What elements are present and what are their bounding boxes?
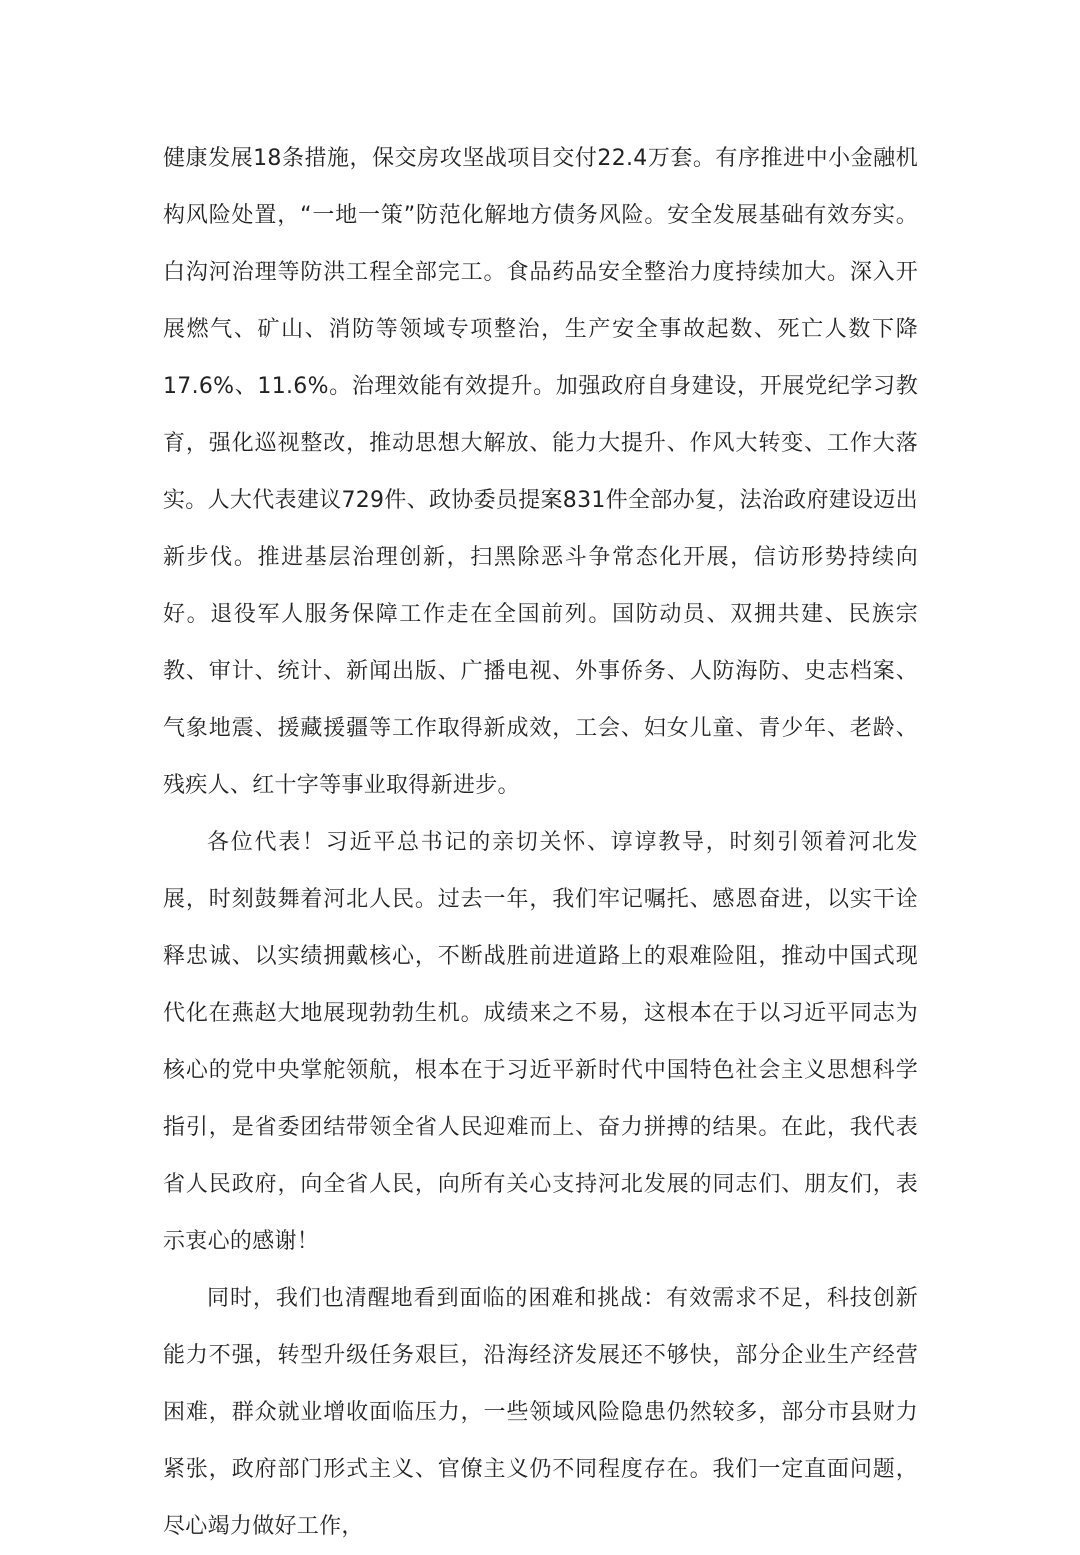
paragraph-continued: 健康发展18条措施，保交房攻坚战项目交付22.4万套。有序推进中小金融机构风险处置，“一地一策”防范化解地方债务风险。安全发展基础有效夯实。白沟河治理等防洪工程全部完工。食品药品安全整治力度持续加大。深入开展燃气、矿山、消防等领域专项整治，生产安全事故起数、死亡人数下降17.6%、11.6%。治理效能有效提升。加强政府自身建设，开展党纪学习教育，强化巡视整改，推动思想大解放、能力大提升、作风大转变、工作大落实。人大代表建议729件、政协委员提案831件全部办复，法治政府建设迈出新步伐。推进基层治理创新，扫黑除恶斗争常态化开展，信访形势持续向好。退役军人服务保障工作走在全国前列。国防动员、双拥共建、民族宗教、审计、统计、新闻出版、广播电视、外事侨务、人防海防、史志档案、气象地震、援藏援疆等工作取得新成效，工会、妇女儿童、青少年、老龄、残疾人、红十字等事业取得新进步。 bbox=[163, 146, 918, 798]
paragraph-thanks: 各位代表！习近平总书记的亲切关怀、谆谆教导，时刻引领着河北发展，时刻鼓舞着河北人民。过去一年，我们牢记嘱托、感恩奋进，以实干诠释忠诚、以实绩拥戴核心，不断战胜前进道路上的艰难险阻，推动中国式现代化在燕赵大地展现勃勃生机。成绩来之不易，这根本在于以习近平同志为核心的党中央掌舵领航，根本在于习近平新时代中国特色社会主义思想科学指引，是省委团结带领全省人民迎难而上、奋力拼搏的结果。在此，我代表省人民政府，向全省人民，向所有关心支持河北发展的同志们、朋友们，表示衷心的感谢！ bbox=[163, 830, 918, 1254]
paragraph-challenges: 同时，我们也清醒地看到面临的困难和挑战：有效需求不足，科技创新能力不强，转型升级任务艰巨，沿海经济发展还不够快，部分企业生产经营困难，群众就业增收面临压力，一些领域风险隐患仍然较多，部分市县财力紧张，政府部门形式主义、官僚主义仍不同程度存在。我们一定直面问题，尽心竭力做好工作， bbox=[163, 1286, 918, 1539]
body-text bbox=[163, 130, 918, 1555]
